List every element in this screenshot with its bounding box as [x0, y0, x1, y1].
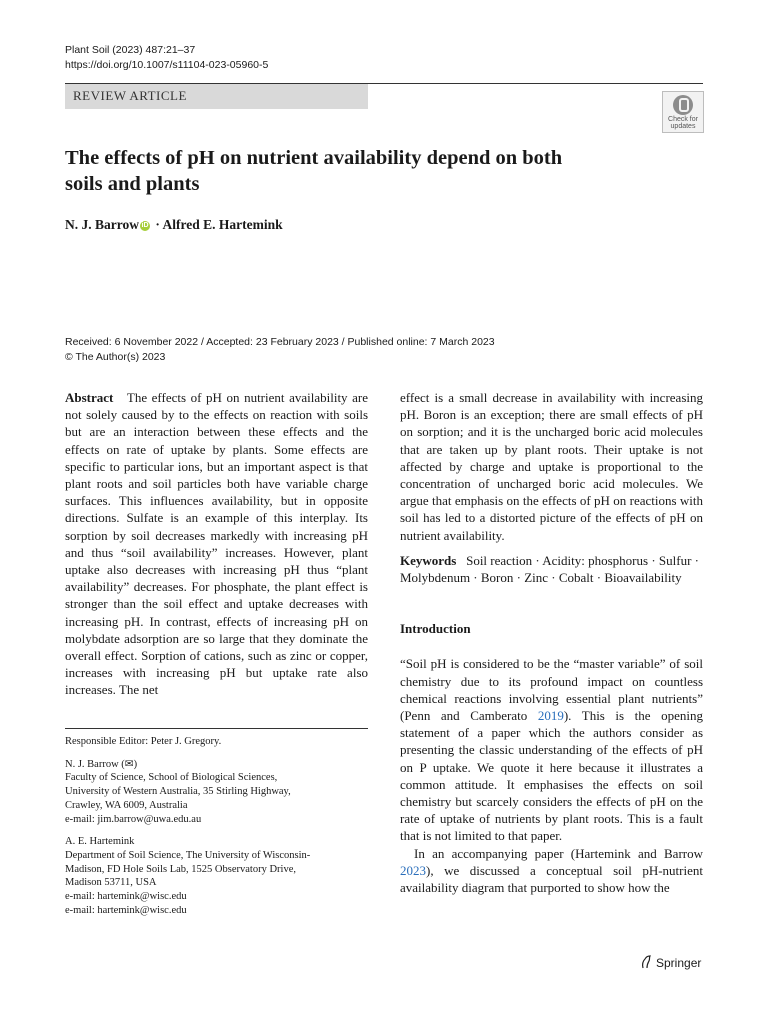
doi-link[interactable]: https://doi.org/10.1007/s11104-023-05960-5: [65, 59, 269, 71]
journal-meta: [65, 43, 268, 73]
affiliation-line: Faculty of Science, School of Biological Sciences,: [65, 772, 278, 784]
history-dates: Received: 6 November 2022 / Accepted: 23 February 2023 / Published online: 7 March 2023: [65, 336, 495, 348]
citation-link[interactable]: 2019: [537, 708, 564, 724]
author-separator: ·: [152, 217, 163, 232]
email-link[interactable]: e-mail: hartemink@wisc.edu: [65, 891, 187, 903]
email-link[interactable]: e-mail: hartemink@wisc.edu: [65, 904, 187, 916]
publication-dates: [65, 335, 495, 365]
abstract-label: Abstract: [65, 390, 114, 405]
abstract-continued: effect is a small decrease in availability with increasing pH. Boron is an exception; there are small effects of pH on sorption; and it is the uncharged boric acid molecules that are taken up by plant roots. Their uptake is not affected by charge and uptake is proportional to the concentration of uncharged boric acid molecules. We argue that emphasis on the effects of pH on reactions with soil has led to a distorted picture of the effects of pH on nutrient availability.: [400, 390, 703, 543]
author-list: [65, 217, 283, 233]
affiliation-line: Madison 53711, USA: [65, 877, 157, 889]
springer-horse-icon: [640, 955, 652, 969]
journal-citation: Plant Soil (2023) 487:21–37: [65, 44, 196, 56]
article-title: The effects of pH on nutrient availability depend on both soils and plants: [65, 147, 563, 195]
publisher-name: Springer: [656, 956, 702, 970]
affiliation-name: A. E. Hartemink: [65, 836, 135, 848]
author-name[interactable]: Alfred E. Hartemink: [162, 217, 283, 232]
intro-paragraph-2: [400, 845, 703, 897]
keywords-label: Keywords: [400, 552, 457, 568]
footnote-rule: [65, 728, 368, 729]
intro-paragraph-1: [400, 655, 703, 844]
email-link[interactable]: e-mail: jim.barrow@uwa.edu.au: [65, 813, 202, 825]
intro-text: “Soil pH is considered to be the “master variable” of soil chemistry due to its profound impact on countless chemical reactions involving essential plant nutrients” (Penn and Camberato: [400, 656, 703, 724]
affiliation-line: Madison, FD Hole Soils Lab, 1525 Observatory Drive,: [65, 863, 296, 875]
keywords: [400, 552, 703, 586]
intro-text: ), we discussed a conceptual soil pH-nutrient availability diagram that purported to show how the: [400, 862, 703, 896]
intro-text: In an accompanying paper (Hartemink and Barrow: [414, 845, 703, 861]
copyright-notice: © The Author(s) 2023: [65, 351, 166, 363]
abstract-paragraph: [65, 389, 368, 699]
check-for-updates-icon: [673, 95, 693, 115]
abstract-left-column: [65, 389, 368, 699]
affiliation-line: Crawley, WA 6009, Australia: [65, 799, 188, 811]
citation-link[interactable]: 2023: [400, 862, 426, 878]
right-column: [400, 389, 703, 896]
author-name[interactable]: N. J. Barrow: [65, 217, 139, 232]
affiliation-name: N. J. Barrow (✉): [65, 758, 138, 770]
affiliation-line: Department of Soil Science, The University of Wisconsin-: [65, 849, 311, 861]
intro-text: ). This is the opening statement of a paper which the authors consider as presenting the classic understanding of the effects of pH on P uptake. We quote it here because it illustrates a common attitude. It emphasises the effects on soil chemistry but scarcely considers the effects of pH on the rate of uptake of nutrients by plant roots. This is a fault that is not limited to that paper.: [400, 708, 704, 844]
orcid-icon[interactable]: iD: [141, 222, 149, 229]
abstract-text: The effects of pH on nutrient availability are not solely caused by to the effects on reaction with soils but are an interaction between these effects and the effects on rate of uptake by plants. Some effects are specific to particular ions, but an important aspect is that plant roots and soil particles both have variable charge surfaces. This influences availability, but in opposite directions. Sulfate is an example of this interplay. Its sorption by soil decreases markedly with increasing pH and thus “soil availability” increases. However, plant uptake also decreases with increasing pH thus “plant availability” decreases. For phosphate, the plant effect is stronger than the soil effect and uptake decreases with increasing pH. In contrast, effects of increasing pH on molybdate adsorption are so large that they dominate the overall effect. Sorption of cations, such as zinc or copper, increases with increasing pH but uptake rate also increases. The net: [65, 390, 368, 698]
footnotes: [65, 735, 368, 926]
author2-affiliation: [65, 835, 368, 917]
affiliation-line: University of Western Australia, 35 Stirling Highway,: [65, 786, 291, 798]
publisher-logo: [640, 955, 701, 970]
check-for-updates-badge[interactable]: [662, 91, 704, 133]
check-for-updates-text: [663, 116, 703, 130]
author1-affiliation: [65, 758, 368, 827]
check-line2: updates: [670, 123, 696, 130]
keywords-text: Soil reaction · Acidity: phosphorus · Sulfur · Molybdenum · Boron · Zinc · Cobalt · Bioavailability: [400, 552, 699, 586]
article-type-banner: [65, 84, 368, 109]
responsible-editor: Responsible Editor: Peter J. Gregory.: [65, 736, 222, 747]
article-type-label: REVIEW ARTICLE: [73, 88, 187, 103]
check-line1: Check for: [668, 116, 698, 123]
section-heading-introduction: Introduction: [400, 621, 471, 637]
